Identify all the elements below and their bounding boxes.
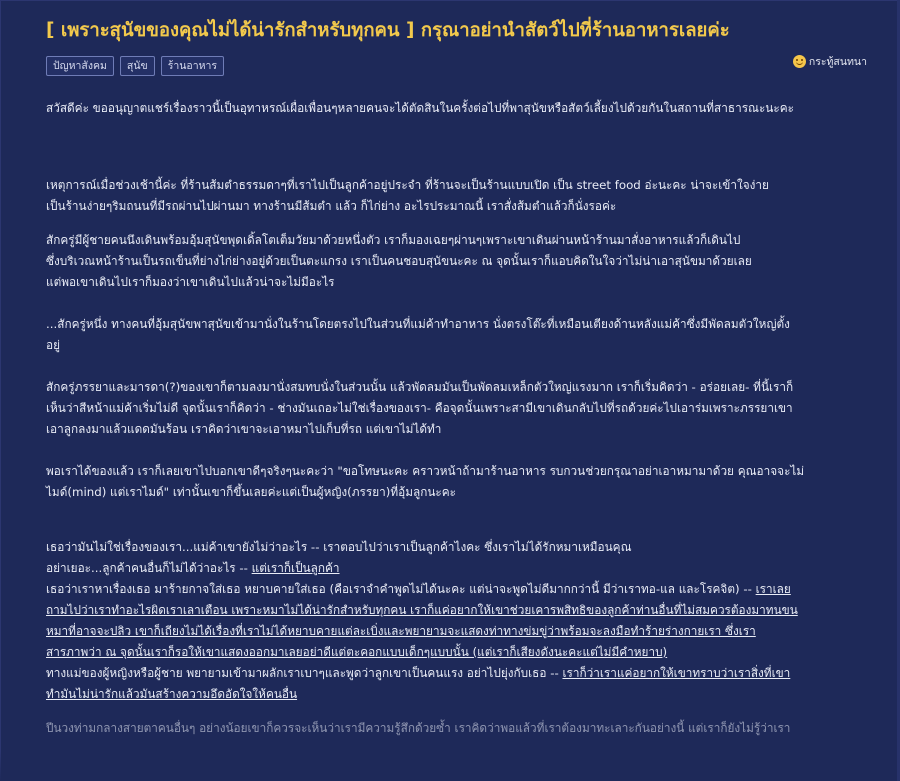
dialogue-4-text: ทางแม่ของผู้หญิงหรือผู้ชาย พยายามเข้ามาผลักเราเบาๆและพูดว่าลูกเขาเป็นคนแรง อย่าไปยุ่งกับเธอ -- bbox=[46, 666, 563, 680]
paragraph-1-line-2: เป็นร้านง่ายๆริมถนนที่มีรถผ่านไปผ่านมา ทางร้านมีส้มตำ แล้ว ก็ไก่ย่าง อะไรประมาณนี้ เราสั่งส้มตำแล้วก็นั่งรอค่ะ bbox=[46, 199, 617, 213]
topic-type-label: กระทู้สนทนา bbox=[808, 56, 867, 68]
dialogue-4-reply-line-2: ทำมันไม่น่ารักแล้วมันสร้างความอึดอัดใจให้คนอื่น bbox=[46, 687, 298, 701]
dialogue-4 bbox=[46, 663, 866, 684]
paragraph-4-line-1: สักครู่ภรรยาและมารดา(?)ของเขาก็ตามลงมานั่งสมทบนั่งในส่วนนั้น แล้วพัดลมมันเป็นพัดลมเหล็กตัวใหญ่แรงมาก เราก็เริ่มคิดว่า - อร่อยเลย- ที่นี้เราก็ bbox=[46, 380, 794, 394]
dialogue-1 bbox=[46, 537, 866, 558]
paragraph-2-line-1: สักครู่มีผู้ชายคนนึงเดินพร้อมอุ้มสุนัขพุดเดิ้ลโตเต็มวัยมาด้วยหนึ่งตัว เราก็มองเฉยๆผ่านๆเพราะเขาเดินผ่านหน้าร้านมาสั่งอาหารแล้วก็เดินไป bbox=[46, 233, 741, 247]
dialogue-2-reply: แต่เราก็เป็นลูกค้า bbox=[251, 561, 340, 575]
smiley-icon bbox=[793, 55, 806, 68]
paragraph-3-line-1: ...สักครู่หนึ่ง ทางคนที่อุ้มสุนัขพาสุนัขเข้ามานั่งในร้านโดยตรงไปในส่วนที่แม่ค้าทำอาหาร นั่งตรงโต๊ะที่เหมือนเตียงด้านหลังแม่ค้าซึ่งมีพัดลมตัวใหญ่ตั้ง bbox=[46, 317, 790, 331]
paragraph-5-line-1: พอเราได้ของแล้ว เราก็เลยเขาไปบอกเขาดีๆจริงๆนะคะว่า "ขอโทษนะคะ คราวหน้าถ้ามาร้านอาหาร รบกวนช่วยกรุณาอย่าเอาหมามาด้วย คุณอาจจะไม่ bbox=[46, 464, 805, 478]
paragraph-1-line-1: เหตุการณ์เมื่อช่วงเช้านี้ค่ะ ที่ร้านส้มตำธรรมดาๆที่เราไปเป็นลูกค้าอยู่ประจำ ที่ร้านจะเป็นร้านแบบเปิด เป็น street food อ่ะนะคะ น่าจะเข้าใจง่าย bbox=[46, 178, 769, 192]
paragraph-4-line-3: เอาลูกลงมาแล้วแดดมันร้อน เราคิดว่าเขาจะเอาหมาไปเก็บที่รถ แต่เขาไม่ได้ทำ bbox=[46, 422, 442, 436]
dialogue-1-text: เธอว่ามันไม่ใช่เรื่องของเรา...แม่ค้าเขายังไม่ว่าอะไร -- เราตอบไปว่าเราเป็นลูกค้าไงคะ ซึ่งเราไม่ได้รักหมาเหมือนคุณ bbox=[46, 540, 632, 554]
bottom-fade bbox=[0, 751, 900, 781]
cut-off-line: ปีนวงท่ามกลางสายตาคนอื่นๆ อย่างน้อยเขาก็ควรจะเห็นว่าเรามีความรู้สึกด้วยซ้ำ เราคิดว่าพอแล้วที่เราต้องมาทะเลาะกันอย่างนี้ แต่เราก็ยังไม่รู้ว่าเรา bbox=[46, 721, 791, 735]
tag-social-issue[interactable]: ปัญหาสังคม bbox=[46, 56, 114, 76]
post-body bbox=[46, 98, 866, 739]
dialogue-3-reply-line-3: หมาที่อาจจะปลิว เขาก็เถียงไม่ได้เรื่องที่เราไม่ได้หยาบคายแต่ละเบิ่งและพยายามจะแสดงท่าทางข่มขู่ว่าพร้อมจะลงมือทำร้ายร่างกายเรา ซึ่งเรา bbox=[46, 624, 756, 638]
dialogue-3-reply-start: เราเลย bbox=[755, 582, 791, 596]
dialogue-4-reply-start: เราก็ว่าเราแค่อยากให้เขาทราบว่าเราสิ่งที่เขา bbox=[562, 666, 791, 680]
paragraph-4-line-2: เห็นว่าสีหน้าแม่ค้าเริ่มไม่ดี จุดนั้นเราก็คิดว่า - ช่างมันเถอะไม่ใช่เรื่องของเรา- คือจุดนั้นเพราะสามีเขาเดินกลับไปที่รถด้วยค่ะไปเอาร่มเพราะภรรยาเขา bbox=[46, 401, 793, 415]
tag-list bbox=[46, 56, 224, 76]
dialogue-2 bbox=[46, 558, 866, 579]
topic-type-badge bbox=[793, 53, 867, 70]
dialogue-3-text: เธอว่าเราหาเรื่องเธอ มาร้ายกาจใส่เธอ หยาบคายใส่เธอ (คือเราจำคำพูดไม่ได้นะคะ แต่น่าจะพูดไม่ดีมากกว่านี้ มีว่าเราทอ-แล และโรคจิต) -- bbox=[46, 582, 756, 596]
dialogue-3 bbox=[46, 579, 866, 600]
paragraph-2-line-3: แต่พอเขาเดินไปเราก็มองว่าเขาเดินไปแล้วน่าจะไม่มีอะไร bbox=[46, 275, 335, 289]
dialogue-3-reply-line-2: ถามไปว่าเราทำอะไรผิดเราเลาเตือน เพราะหมาไม่ได้น่ารักสำหรับทุกคน เราก็แค่อยากให้เขาช่วยเคารพสิทธิของลูกค้าท่านอื่นที่ไม่สมควรต้องมาทนขน bbox=[46, 603, 798, 617]
dialogue-3-reply-line-4: สารภาพว่า ณ จุดนั้นเราก็รอให้เขาแสดงออกมาเลยอย่าดีแต่ตะคอกแบบเด็กๆแบบนั้น (แต่เราก็เสียงดังนะคะแต่ไม่มีคำหยาบ) bbox=[46, 645, 668, 659]
intro-paragraph: สวัสดีค่ะ ขออนุญาตแชร์เรื่องราวนี้เป็นอุทาหรณ์เผื่อเพื่อนๆหลายคนจะได้ตัดสินในครั้งต่อไปที่พาสุนัขหรือสัตว์เลี้ยงไปด้วยกันในสถานที่สาธารณะนะคะ bbox=[46, 101, 794, 115]
tag-dog[interactable]: สุนัข bbox=[120, 56, 155, 76]
paragraph-3-line-2: อยู่ bbox=[46, 338, 60, 352]
paragraph-5-line-2: ไมด์(mind) แต่เราไมด์" เท่านั้นเขาก็ขึ้นเลยค่ะแต่เป็นผู้หญิง(ภรรยา)ที่อุ้มลูกนะคะ bbox=[46, 485, 456, 499]
dialogue-2-text: อย่าเยอะ...ลูกค้าคนอื่นก็ไม่ได้ว่าอะไร -- bbox=[46, 561, 252, 575]
topic-title: [ เพราะสุนัขของคุณไม่ได้น่ารักสำหรับทุกคน ] กรุณาอย่านำสัตว์ไปที่ร้านอาหารเลยค่ะ bbox=[46, 20, 730, 41]
tag-restaurant[interactable]: ร้านอาหาร bbox=[161, 56, 224, 76]
paragraph-2-line-2: ซึ่งบริเวณหน้าร้านเป็นรถเข็นที่ย่างไก่ย่างอยู่ด้วยเป็นตะแกรง เราเป็นคนชอบสุนัขนะคะ ณ จุดนั้นเราก็แอบคิดในใจว่าไม่น่าเอาสุนัขมาด้วยเลย bbox=[46, 254, 752, 268]
